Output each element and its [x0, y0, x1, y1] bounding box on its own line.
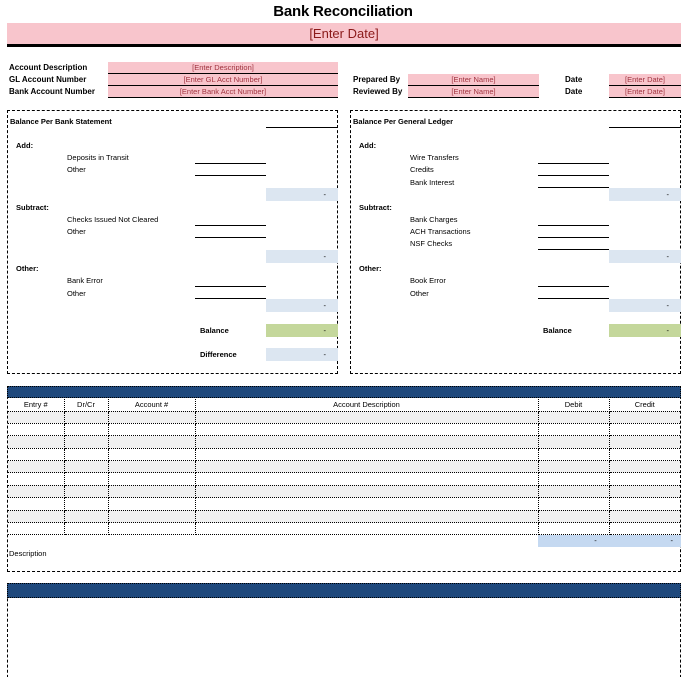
description-cell[interactable] — [195, 485, 538, 497]
difference-value: - — [266, 348, 338, 361]
nsf-checks-label: NSF Checks — [410, 239, 453, 248]
drcr-cell[interactable] — [64, 510, 108, 522]
credit-cell[interactable] — [609, 461, 680, 473]
reviewed-by-label: Reviewed By — [353, 87, 403, 96]
debit-cell[interactable] — [538, 523, 609, 535]
bank-add-other-label: Other — [67, 165, 86, 174]
journal-header-row — [8, 399, 680, 411]
col-dr-cr: Dr/Cr — [64, 399, 108, 411]
ledger-subtract-label: Subtract: — [359, 203, 392, 212]
drcr-cell[interactable] — [64, 436, 108, 448]
drcr-cell[interactable] — [64, 448, 108, 460]
account-cell[interactable] — [108, 523, 195, 535]
bank-other-other-input[interactable] — [195, 298, 266, 299]
nsf-checks-input[interactable] — [538, 249, 609, 250]
page-title: Bank Reconciliation — [273, 3, 413, 20]
debit-cell[interactable] — [538, 436, 609, 448]
bank-interest-label: Bank Interest — [410, 178, 455, 187]
account-description-field[interactable]: [Enter Description] — [108, 62, 338, 74]
ledger-balance-input[interactable] — [609, 127, 681, 128]
table-row — [8, 485, 680, 497]
col-entry-number: Entry # — [8, 399, 64, 411]
account-cell[interactable] — [108, 411, 195, 423]
credit-cell[interactable] — [609, 485, 680, 497]
table-row — [8, 461, 680, 473]
bank-add-total: - — [266, 188, 338, 201]
bank-balance-input[interactable] — [266, 127, 338, 128]
journal-description-label: Description — [9, 549, 47, 558]
account-cell[interactable] — [108, 461, 195, 473]
checks-not-cleared-label: Checks Issued Not Cleared — [67, 215, 159, 224]
notes-header-bar — [7, 583, 681, 598]
table-row — [8, 473, 680, 485]
entry-cell[interactable] — [8, 510, 64, 522]
table-row — [8, 523, 680, 535]
account-cell[interactable] — [108, 498, 195, 510]
drcr-cell[interactable] — [64, 473, 108, 485]
entry-cell[interactable] — [8, 485, 64, 497]
bank-subtract-total: - — [266, 250, 338, 263]
debit-cell[interactable] — [538, 510, 609, 522]
credits-label: Credits — [410, 165, 434, 174]
bank-other-other-label: Other — [67, 289, 86, 298]
account-description-label: Account Description — [9, 63, 88, 72]
bank-add-label: Add: — [16, 141, 34, 150]
bank-account-number-label: Bank Account Number — [9, 87, 95, 96]
entry-cell[interactable] — [8, 461, 64, 473]
ach-transactions-input[interactable] — [538, 237, 609, 238]
wire-transfers-input[interactable] — [538, 163, 609, 164]
prepared-date-field[interactable]: [Enter Date] — [609, 74, 681, 86]
debit-cell[interactable] — [538, 461, 609, 473]
difference-label: Difference — [200, 350, 237, 359]
checks-not-cleared-input[interactable] — [195, 225, 266, 226]
debit-cell[interactable] — [538, 485, 609, 497]
journal-header-bar — [7, 386, 681, 398]
deposits-in-transit-label: Deposits in Transit — [67, 153, 129, 162]
bank-other-total: - — [266, 299, 338, 312]
credit-cell[interactable] — [609, 510, 680, 522]
drcr-cell[interactable] — [64, 423, 108, 435]
drcr-cell[interactable] — [64, 498, 108, 510]
entry-cell[interactable] — [8, 448, 64, 460]
description-cell[interactable] — [195, 510, 538, 522]
credit-cell[interactable] — [609, 498, 680, 510]
debit-cell[interactable] — [538, 498, 609, 510]
description-cell[interactable] — [195, 461, 538, 473]
ledger-other-label: Other: — [359, 264, 382, 273]
reviewed-date-label: Date — [565, 87, 583, 96]
account-cell[interactable] — [108, 510, 195, 522]
account-cell[interactable] — [108, 473, 195, 485]
account-cell[interactable] — [108, 436, 195, 448]
description-cell[interactable] — [195, 423, 538, 435]
prepared-by-label: Prepared By — [353, 75, 401, 84]
ledger-other-total: - — [609, 299, 681, 312]
table-row — [8, 498, 680, 510]
entry-cell[interactable] — [8, 436, 64, 448]
ledger-add-total: - — [609, 188, 681, 201]
entry-cell[interactable] — [8, 423, 64, 435]
credit-cell[interactable] — [609, 423, 680, 435]
ledger-add-label: Add: — [359, 141, 377, 150]
description-cell[interactable] — [195, 411, 538, 423]
reviewed-date-field[interactable]: [Enter Date] — [609, 86, 681, 98]
credit-cell[interactable] — [609, 436, 680, 448]
table-row — [8, 411, 680, 423]
credit-cell[interactable] — [609, 473, 680, 485]
col-account-description: Account Description — [195, 399, 538, 411]
account-cell[interactable] — [108, 423, 195, 435]
gl-account-number-field[interactable]: [Enter GL Acct Number] — [108, 74, 338, 86]
account-cell[interactable] — [108, 448, 195, 460]
table-row — [8, 448, 680, 460]
ledger-other-other-input[interactable] — [538, 298, 609, 299]
table-row — [8, 423, 680, 435]
deposits-in-transit-input[interactable] — [195, 163, 266, 164]
debit-cell[interactable] — [538, 473, 609, 485]
ach-transactions-label: ACH Transactions — [410, 227, 471, 236]
table-row — [8, 436, 680, 448]
description-cell[interactable] — [195, 436, 538, 448]
bank-other-label: Other: — [16, 264, 39, 273]
bank-interest-input[interactable] — [538, 187, 609, 188]
entry-cell[interactable] — [8, 523, 64, 535]
debit-cell[interactable] — [538, 411, 609, 423]
credit-cell[interactable] — [609, 411, 680, 423]
bank-charges-input[interactable] — [538, 225, 609, 226]
journal-table — [8, 399, 680, 535]
col-account-number: Account # — [108, 399, 195, 411]
reviewed-by-field[interactable]: [Enter Name] — [408, 86, 539, 98]
bank-panel-title: Balance Per Bank Statement — [10, 117, 112, 126]
credit-cell[interactable] — [609, 523, 680, 535]
debit-cell[interactable] — [538, 448, 609, 460]
entry-cell[interactable] — [8, 498, 64, 510]
ledger-balance-label: Balance — [543, 326, 572, 335]
bank-balance-value: - — [266, 324, 338, 337]
description-cell[interactable] — [195, 473, 538, 485]
debit-total: - — [538, 535, 609, 547]
col-credit: Credit — [609, 399, 680, 411]
table-row — [8, 510, 680, 522]
description-cell[interactable] — [195, 448, 538, 460]
bank-subtract-other-label: Other — [67, 227, 86, 236]
debit-cell[interactable] — [538, 423, 609, 435]
ledger-panel-title: Balance Per General Ledger — [353, 117, 454, 126]
credits-input[interactable] — [538, 175, 609, 176]
credit-total: - — [609, 535, 681, 547]
bank-error-label: Bank Error — [67, 276, 103, 285]
ledger-other-other-label: Other — [410, 289, 429, 298]
bank-add-other-input[interactable] — [195, 175, 266, 176]
bank-subtract-other-input[interactable] — [195, 237, 266, 238]
drcr-cell[interactable] — [64, 411, 108, 423]
wire-transfers-label: Wire Transfers — [410, 153, 459, 162]
bank-error-input[interactable] — [195, 286, 266, 287]
account-cell[interactable] — [108, 485, 195, 497]
drcr-cell[interactable] — [64, 485, 108, 497]
entry-cell[interactable] — [8, 411, 64, 423]
description-cell[interactable] — [195, 523, 538, 535]
prepared-date-label: Date — [565, 75, 583, 84]
bank-account-number-field[interactable]: [Enter Bank Acct Number] — [108, 86, 338, 98]
ledger-balance-value: - — [609, 324, 681, 337]
prepared-by-field[interactable]: [Enter Name] — [408, 74, 539, 86]
description-cell[interactable] — [195, 498, 538, 510]
book-error-label: Book Error — [410, 276, 446, 285]
gl-account-number-label: GL Account Number — [9, 75, 87, 84]
book-error-input[interactable] — [538, 286, 609, 287]
ledger-subtract-total: - — [609, 250, 681, 263]
entry-cell[interactable] — [8, 473, 64, 485]
drcr-cell[interactable] — [64, 523, 108, 535]
credit-cell[interactable] — [609, 448, 680, 460]
drcr-cell[interactable] — [64, 461, 108, 473]
bank-charges-label: Bank Charges — [410, 215, 458, 224]
col-debit: Debit — [538, 399, 609, 411]
bank-subtract-label: Subtract: — [16, 203, 49, 212]
bank-balance-label: Balance — [200, 326, 229, 335]
report-date-field[interactable]: [Enter Date] — [7, 23, 681, 47]
